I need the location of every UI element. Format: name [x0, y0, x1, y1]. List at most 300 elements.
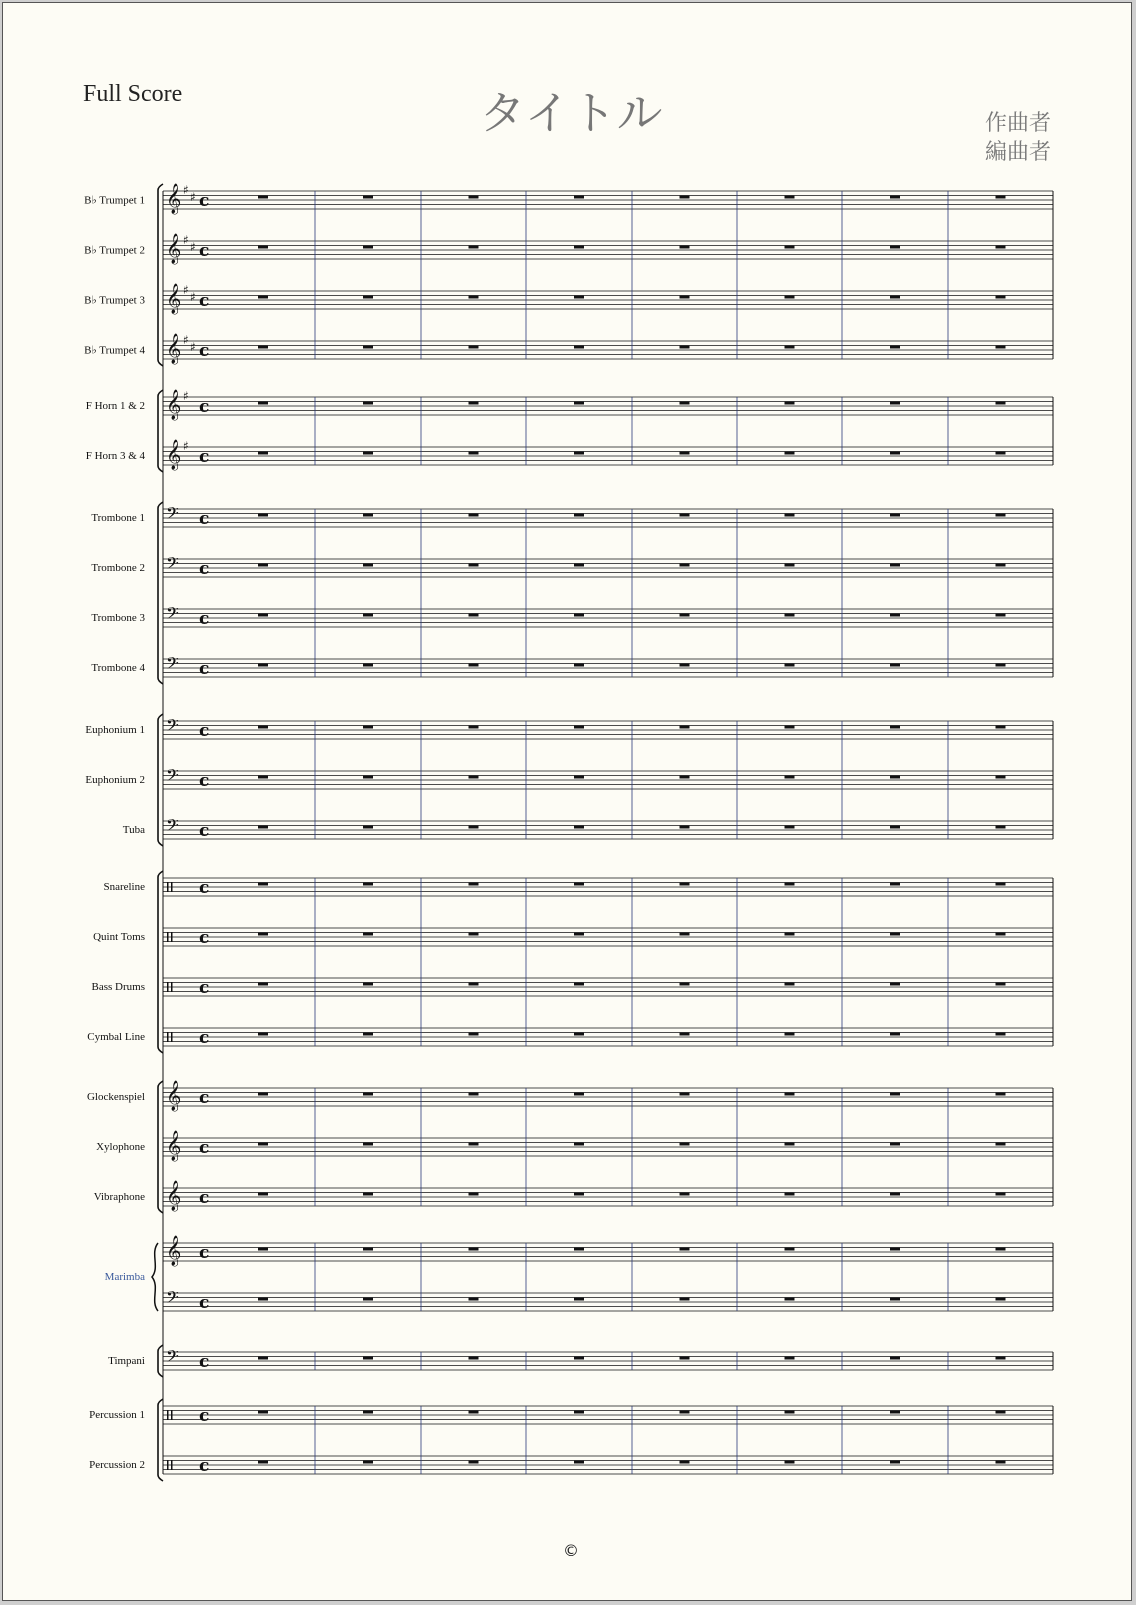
- whole-rest: [890, 1248, 900, 1251]
- whole-rest: [680, 346, 690, 349]
- treble-clef-icon: 𝄞: [166, 1081, 182, 1111]
- instrument-name[interactable]: Timpani: [108, 1355, 145, 1367]
- whole-rest: [574, 726, 584, 729]
- whole-rest: [363, 1298, 373, 1301]
- whole-rest: [996, 1461, 1006, 1464]
- whole-rest: [363, 983, 373, 986]
- common-time-icon: c: [199, 609, 210, 629]
- bass-clef-icon: 𝄢: [166, 653, 179, 677]
- common-time-icon: c: [199, 1293, 210, 1313]
- whole-rest: [258, 1193, 268, 1196]
- whole-rest: [574, 614, 584, 617]
- composer-credit[interactable]: 作曲者: [984, 111, 1051, 136]
- sharp-icon: ♯: [183, 183, 189, 197]
- whole-rest: [785, 983, 795, 986]
- whole-rest: [363, 614, 373, 617]
- instrument-name[interactable]: Cymbal Line: [87, 1031, 145, 1043]
- percussion-clef-icon: [171, 982, 173, 992]
- whole-rest: [574, 664, 584, 667]
- whole-rest: [469, 296, 479, 299]
- whole-rest: [574, 776, 584, 779]
- instrument-name[interactable]: Vibraphone: [93, 1191, 145, 1203]
- common-time-icon: c: [199, 721, 210, 741]
- whole-rest: [890, 776, 900, 779]
- whole-rest: [890, 246, 900, 249]
- whole-rest: [574, 196, 584, 199]
- instrument-name[interactable]: Percussion 1: [89, 1409, 145, 1421]
- whole-rest: [574, 983, 584, 986]
- whole-rest: [363, 826, 373, 829]
- whole-rest: [680, 1411, 690, 1414]
- common-time-icon: c: [199, 291, 210, 311]
- percussion-clef-icon: [167, 1460, 169, 1470]
- sharp-icon: ♯: [183, 333, 189, 347]
- whole-rest: [363, 346, 373, 349]
- instrument-name[interactable]: Bass Drums: [91, 981, 145, 993]
- whole-rest: [574, 1193, 584, 1196]
- whole-rest: [469, 826, 479, 829]
- whole-rest: [258, 933, 268, 936]
- whole-rest: [363, 1411, 373, 1414]
- whole-rest: [258, 296, 268, 299]
- whole-rest: [363, 1193, 373, 1196]
- whole-rest: [890, 1357, 900, 1360]
- whole-rest: [785, 1357, 795, 1360]
- common-time-icon: c: [199, 1456, 210, 1476]
- whole-rest: [890, 983, 900, 986]
- bass-clef-icon: 𝄢: [166, 715, 179, 739]
- whole-rest: [785, 1143, 795, 1146]
- whole-rest: [258, 1298, 268, 1301]
- whole-rest: [469, 776, 479, 779]
- whole-rest: [469, 514, 479, 517]
- bass-clef-icon: 𝄢: [166, 603, 179, 627]
- sharp-icon: ♯: [183, 389, 189, 403]
- percussion-clef-icon: [167, 1410, 169, 1420]
- whole-rest: [680, 726, 690, 729]
- instrument-name[interactable]: F Horn 1 & 2: [85, 400, 145, 412]
- instrument-name[interactable]: B♭ Trumpet 2: [84, 244, 145, 257]
- whole-rest: [996, 1193, 1006, 1196]
- common-time-icon: c: [199, 1088, 210, 1108]
- whole-rest: [363, 664, 373, 667]
- whole-rest: [996, 514, 1006, 517]
- common-time-icon: c: [199, 1138, 210, 1158]
- instrument-name[interactable]: B♭ Trumpet 3: [84, 294, 145, 307]
- bracket: [158, 1399, 163, 1481]
- whole-rest: [890, 614, 900, 617]
- percussion-clef-icon: [167, 982, 169, 992]
- whole-rest: [996, 933, 1006, 936]
- common-time-icon: c: [199, 1028, 210, 1048]
- whole-rest: [785, 402, 795, 405]
- whole-rest: [258, 1411, 268, 1414]
- whole-rest: [996, 826, 1006, 829]
- whole-rest: [469, 1461, 479, 1464]
- instrument-name[interactable]: Euphonium 1: [85, 724, 145, 736]
- whole-rest: [890, 514, 900, 517]
- whole-rest: [469, 726, 479, 729]
- arranger-credit[interactable]: 編曲者: [984, 140, 1051, 165]
- whole-rest: [785, 1411, 795, 1414]
- whole-rest: [996, 246, 1006, 249]
- sharp-icon: ♯: [190, 239, 196, 254]
- whole-rest: [469, 246, 479, 249]
- whole-rest: [258, 1461, 268, 1464]
- instrument-name[interactable]: B♭ Trumpet 1: [84, 194, 145, 207]
- whole-rest: [890, 1093, 900, 1096]
- whole-rest: [890, 1143, 900, 1146]
- whole-rest: [680, 246, 690, 249]
- whole-rest: [258, 1143, 268, 1146]
- treble-clef-icon: 𝄞: [166, 284, 182, 314]
- whole-rest: [363, 402, 373, 405]
- whole-rest: [258, 776, 268, 779]
- whole-rest: [258, 402, 268, 405]
- whole-rest: [680, 402, 690, 405]
- whole-rest: [469, 1143, 479, 1146]
- whole-rest: [996, 664, 1006, 667]
- whole-rest: [785, 514, 795, 517]
- whole-rest: [890, 826, 900, 829]
- whole-rest: [469, 346, 479, 349]
- whole-rest: [785, 1033, 795, 1036]
- whole-rest: [996, 1143, 1006, 1146]
- whole-rest: [996, 726, 1006, 729]
- brace: [152, 1243, 158, 1311]
- whole-rest: [574, 452, 584, 455]
- whole-rest: [363, 1143, 373, 1146]
- common-time-icon: c: [199, 821, 210, 841]
- whole-rest: [469, 933, 479, 936]
- whole-rest: [785, 346, 795, 349]
- whole-rest: [890, 726, 900, 729]
- whole-rest: [574, 1461, 584, 1464]
- whole-rest: [363, 296, 373, 299]
- treble-clef-icon: 𝄞: [166, 334, 182, 364]
- whole-rest: [890, 564, 900, 567]
- whole-rest: [680, 1248, 690, 1251]
- whole-rest: [574, 346, 584, 349]
- whole-rest: [574, 1248, 584, 1251]
- bass-clef-icon: 𝄢: [166, 1346, 179, 1370]
- whole-rest: [469, 402, 479, 405]
- percussion-clef-icon: [167, 1032, 169, 1042]
- common-time-icon: c: [199, 1243, 210, 1263]
- whole-rest: [680, 614, 690, 617]
- whole-rest: [363, 1033, 373, 1036]
- instrument-name[interactable]: Marimba: [104, 1271, 145, 1283]
- common-time-icon: c: [199, 397, 210, 417]
- whole-rest: [996, 1033, 1006, 1036]
- whole-rest: [574, 564, 584, 567]
- bass-clef-icon: 𝄢: [166, 553, 179, 577]
- whole-rest: [574, 296, 584, 299]
- treble-clef-icon: 𝄞: [166, 234, 182, 264]
- instrument-name[interactable]: Quint Toms: [93, 931, 145, 943]
- whole-rest: [680, 1033, 690, 1036]
- whole-rest: [785, 933, 795, 936]
- whole-rest: [574, 1093, 584, 1096]
- common-time-icon: c: [199, 771, 210, 791]
- whole-rest: [680, 564, 690, 567]
- whole-rest: [363, 726, 373, 729]
- percussion-clef-icon: [171, 932, 173, 942]
- whole-rest: [258, 1248, 268, 1251]
- whole-rest: [258, 664, 268, 667]
- whole-rest: [680, 983, 690, 986]
- whole-rest: [785, 776, 795, 779]
- instrument-name[interactable]: Trombone 3: [91, 612, 145, 624]
- common-time-icon: c: [199, 447, 210, 467]
- whole-rest: [258, 826, 268, 829]
- whole-rest: [574, 1143, 584, 1146]
- whole-rest: [996, 452, 1006, 455]
- whole-rest: [890, 196, 900, 199]
- whole-rest: [996, 883, 1006, 886]
- whole-rest: [258, 983, 268, 986]
- treble-clef-icon: 𝄞: [166, 1131, 182, 1161]
- whole-rest: [469, 1248, 479, 1251]
- whole-rest: [785, 1248, 795, 1251]
- whole-rest: [363, 1093, 373, 1096]
- whole-rest: [680, 196, 690, 199]
- whole-rest: [258, 614, 268, 617]
- whole-rest: [785, 826, 795, 829]
- whole-rest: [996, 564, 1006, 567]
- whole-rest: [574, 1411, 584, 1414]
- whole-rest: [363, 1357, 373, 1360]
- whole-rest: [996, 402, 1006, 405]
- whole-rest: [469, 1093, 479, 1096]
- instrument-name[interactable]: Xylophone: [96, 1141, 145, 1153]
- percussion-clef-icon: [171, 882, 173, 892]
- whole-rest: [996, 614, 1006, 617]
- instrument-name[interactable]: Tuba: [122, 824, 145, 836]
- copyright-text[interactable]: ©: [563, 1541, 579, 1560]
- whole-rest: [574, 933, 584, 936]
- whole-rest: [680, 933, 690, 936]
- common-time-icon: c: [199, 978, 210, 998]
- whole-rest: [890, 1193, 900, 1196]
- whole-rest: [574, 1033, 584, 1036]
- treble-clef-icon: 𝄞: [166, 184, 182, 214]
- score-page: [2, 2, 1132, 1601]
- percussion-clef-icon: [171, 1032, 173, 1042]
- sharp-icon: ♯: [190, 289, 196, 304]
- whole-rest: [363, 1461, 373, 1464]
- whole-rest: [258, 1033, 268, 1036]
- common-time-icon: c: [199, 878, 210, 898]
- whole-rest: [680, 1461, 690, 1464]
- bracket: [158, 184, 163, 366]
- whole-rest: [890, 296, 900, 299]
- whole-rest: [890, 1411, 900, 1414]
- common-time-icon: c: [199, 559, 210, 579]
- whole-rest: [258, 452, 268, 455]
- whole-rest: [258, 1357, 268, 1360]
- whole-rest: [680, 776, 690, 779]
- whole-rest: [785, 452, 795, 455]
- whole-rest: [574, 246, 584, 249]
- common-time-icon: c: [199, 1406, 210, 1426]
- whole-rest: [574, 402, 584, 405]
- whole-rest: [258, 726, 268, 729]
- whole-rest: [469, 614, 479, 617]
- whole-rest: [996, 1357, 1006, 1360]
- whole-rest: [680, 664, 690, 667]
- whole-rest: [996, 1093, 1006, 1096]
- whole-rest: [996, 1411, 1006, 1414]
- bracket: [158, 1345, 163, 1377]
- whole-rest: [785, 1193, 795, 1196]
- whole-rest: [680, 883, 690, 886]
- whole-rest: [680, 1143, 690, 1146]
- whole-rest: [363, 514, 373, 517]
- common-time-icon: c: [199, 509, 210, 529]
- whole-rest: [785, 614, 795, 617]
- common-time-icon: c: [199, 341, 210, 361]
- whole-rest: [996, 1298, 1006, 1301]
- instrument-name[interactable]: Glockenspiel: [86, 1091, 145, 1103]
- whole-rest: [890, 1033, 900, 1036]
- instrument-name[interactable]: Trombone 1: [91, 512, 145, 524]
- whole-rest: [680, 1357, 690, 1360]
- percussion-clef-icon: [171, 1410, 173, 1420]
- instrument-name[interactable]: Trombone 2: [91, 562, 145, 574]
- whole-rest: [363, 933, 373, 936]
- whole-rest: [574, 514, 584, 517]
- common-time-icon: c: [199, 1188, 210, 1208]
- whole-rest: [258, 514, 268, 517]
- whole-rest: [469, 452, 479, 455]
- whole-rest: [785, 246, 795, 249]
- whole-rest: [469, 1357, 479, 1360]
- whole-rest: [890, 933, 900, 936]
- whole-rest: [258, 883, 268, 886]
- whole-rest: [363, 776, 373, 779]
- sharp-icon: ♯: [183, 283, 189, 297]
- whole-rest: [785, 296, 795, 299]
- score-system: [3, 3, 1133, 1602]
- whole-rest: [890, 1298, 900, 1301]
- whole-rest: [574, 1298, 584, 1301]
- whole-rest: [469, 883, 479, 886]
- whole-rest: [363, 452, 373, 455]
- whole-rest: [680, 826, 690, 829]
- whole-rest: [785, 196, 795, 199]
- whole-rest: [363, 246, 373, 249]
- whole-rest: [890, 1461, 900, 1464]
- whole-rest: [363, 196, 373, 199]
- sharp-icon: ♯: [190, 189, 196, 204]
- whole-rest: [890, 452, 900, 455]
- bass-clef-icon: 𝄢: [166, 503, 179, 527]
- whole-rest: [785, 1298, 795, 1301]
- whole-rest: [785, 883, 795, 886]
- sharp-icon: ♯: [183, 233, 189, 247]
- common-time-icon: c: [199, 191, 210, 211]
- whole-rest: [680, 1093, 690, 1096]
- whole-rest: [996, 296, 1006, 299]
- whole-rest: [680, 452, 690, 455]
- whole-rest: [363, 564, 373, 567]
- bass-clef-icon: 𝄢: [166, 1287, 179, 1311]
- whole-rest: [258, 1093, 268, 1096]
- whole-rest: [469, 1193, 479, 1196]
- whole-rest: [469, 1033, 479, 1036]
- sharp-icon: ♯: [190, 339, 196, 354]
- whole-rest: [363, 883, 373, 886]
- instrument-name[interactable]: Percussion 2: [89, 1459, 145, 1471]
- whole-rest: [574, 826, 584, 829]
- bracket: [158, 1081, 163, 1213]
- whole-rest: [996, 196, 1006, 199]
- bracket: [158, 502, 163, 684]
- whole-rest: [996, 776, 1006, 779]
- treble-clef-icon: 𝄞: [166, 1236, 182, 1266]
- instrument-name[interactable]: Trombone 4: [91, 662, 145, 674]
- bracket: [158, 390, 163, 472]
- bracket: [158, 871, 163, 1053]
- full-score-label: Full Score: [83, 81, 183, 107]
- treble-clef-icon: 𝄞: [166, 390, 182, 420]
- instrument-name[interactable]: Euphonium 2: [85, 774, 145, 786]
- treble-clef-icon: 𝄞: [166, 1181, 182, 1211]
- whole-rest: [258, 346, 268, 349]
- whole-rest: [996, 346, 1006, 349]
- whole-rest: [680, 1193, 690, 1196]
- whole-rest: [680, 514, 690, 517]
- bass-clef-icon: 𝄢: [166, 765, 179, 789]
- whole-rest: [785, 1093, 795, 1096]
- whole-rest: [574, 883, 584, 886]
- whole-rest: [785, 726, 795, 729]
- whole-rest: [890, 402, 900, 405]
- whole-rest: [258, 564, 268, 567]
- whole-rest: [890, 664, 900, 667]
- sharp-icon: ♯: [183, 439, 189, 453]
- whole-rest: [469, 983, 479, 986]
- common-time-icon: c: [199, 928, 210, 948]
- instrument-name[interactable]: F Horn 3 & 4: [85, 450, 145, 462]
- percussion-clef-icon: [171, 1460, 173, 1470]
- instrument-name[interactable]: Snareline: [103, 881, 145, 893]
- whole-rest: [996, 983, 1006, 986]
- whole-rest: [785, 564, 795, 567]
- whole-rest: [785, 1461, 795, 1464]
- score-title[interactable]: タイトル: [479, 86, 663, 140]
- whole-rest: [785, 664, 795, 667]
- whole-rest: [258, 196, 268, 199]
- whole-rest: [469, 196, 479, 199]
- whole-rest: [680, 296, 690, 299]
- common-time-icon: c: [199, 241, 210, 261]
- whole-rest: [680, 1298, 690, 1301]
- percussion-clef-icon: [167, 882, 169, 892]
- whole-rest: [469, 1298, 479, 1301]
- common-time-icon: c: [199, 1352, 210, 1372]
- whole-rest: [996, 1248, 1006, 1251]
- instrument-name[interactable]: B♭ Trumpet 4: [84, 344, 145, 357]
- treble-clef-icon: 𝄞: [166, 440, 182, 470]
- bracket: [158, 714, 163, 846]
- whole-rest: [469, 564, 479, 567]
- whole-rest: [469, 664, 479, 667]
- common-time-icon: c: [199, 659, 210, 679]
- whole-rest: [574, 1357, 584, 1360]
- percussion-clef-icon: [167, 932, 169, 942]
